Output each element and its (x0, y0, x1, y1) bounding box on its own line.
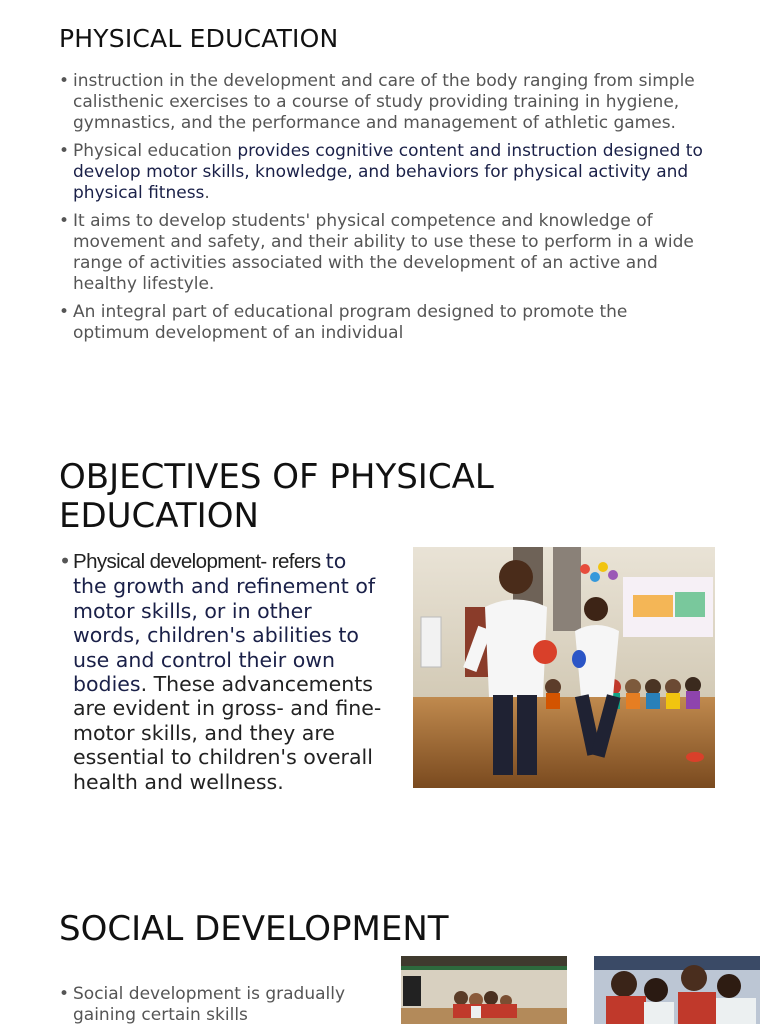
definition-list (59, 71, 709, 351)
bullet-definition-3 (59, 211, 709, 295)
bullet-text: It aims to develop students' physical competence and knowledge of movement and safety, and their ability to use these to perform in a wide range of activities associated with the development of an active and healthy lifestyle. (73, 211, 694, 294)
bullet-definition-4 (59, 302, 709, 344)
bullet-text-rest: . These advancements are evident in gross- and fine-motor skills, and they are essential to children's overall health and wellness. (73, 672, 382, 794)
bullet-text-highlight: provides cognitive content and instruction designed to develop motor skills, knowledge, and behaviors for physical activity and physical fitness (73, 141, 703, 203)
bullet-text: An integral part of educational program designed to promote the optimum development of an individual (73, 302, 628, 343)
objectives-list (59, 549, 384, 794)
bullet-definition-2 (59, 141, 709, 204)
gym-class-photo (401, 956, 567, 1024)
section-title-objectives: OBJECTIVES OF PHYSICAL EDUCATION (59, 457, 494, 536)
students-huddle-photo (594, 956, 760, 1024)
term-physical-development: Physical development (73, 550, 261, 573)
bullet-text-highlight: to the growth and refinement of motor skills, or in other words, children's abilities to use and control their own bodies (73, 549, 376, 697)
kids-playing-dodgeball-photo (413, 547, 715, 788)
bullet-social-development (59, 984, 379, 1025)
term-connector: - refers (260, 550, 326, 573)
bullet-text: Social development is gradually gaining certain skills (73, 984, 346, 1025)
social-development-list (59, 984, 379, 1025)
bullet-text-suffix: . (204, 183, 210, 203)
bullet-text-prefix: Physical education (73, 141, 238, 161)
bullet-physical-development (59, 549, 384, 794)
section-title-social-development: SOCIAL DEVELOPMENT (59, 909, 449, 949)
section-title-physical-education: PHYSICAL EDUCATION (59, 24, 339, 53)
bullet-text: instruction in the development and care of the body ranging from simple calisthenic exercises to a course of study providing training in hygiene, gymnastics, and the performance and management of athletic games. (73, 71, 695, 133)
bullet-definition-1 (59, 71, 709, 134)
